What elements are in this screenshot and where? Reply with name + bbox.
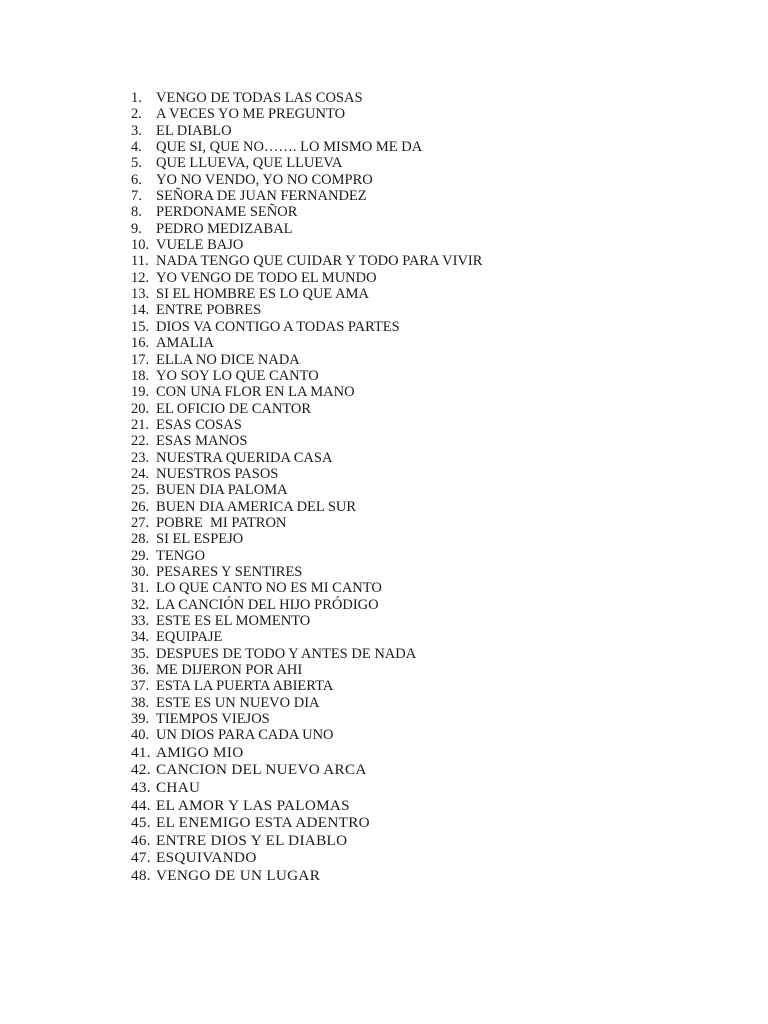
song-number: 10.	[131, 237, 150, 254]
song-number: 26.	[131, 498, 150, 515]
song-number: 30.	[131, 563, 150, 580]
song-item	[131, 286, 482, 302]
song-item	[131, 580, 482, 596]
song-number: 5.	[131, 155, 142, 172]
song-title: LA CANCIÓN DEL HIJO PRÓDIGO	[156, 596, 379, 613]
song-item	[131, 832, 482, 850]
song-number: 23.	[131, 449, 150, 466]
song-number: 48.	[131, 866, 151, 884]
song-title: NUESTROS PASOS	[156, 465, 279, 482]
song-title: YO VENGO DE TODO EL MUNDO	[156, 269, 377, 286]
song-number: 1.	[131, 90, 142, 106]
song-title: NUESTRA QUERIDA CASA	[156, 449, 333, 466]
song-item	[131, 548, 482, 564]
song-title: EL AMOR Y LAS PALOMAS	[156, 796, 350, 814]
song-title: CANCION DEL NUEVO ARCA	[156, 761, 367, 779]
song-number: 31.	[131, 580, 150, 597]
song-title: LO QUE CANTO NO ES MI CANTO	[156, 580, 382, 597]
song-title: ESAS COSAS	[156, 416, 242, 433]
song-title: CON UNA FLOR EN LA MANO	[156, 384, 355, 401]
song-number: 14.	[131, 302, 150, 319]
song-number: 18.	[131, 367, 150, 384]
song-number: 2.	[131, 106, 142, 123]
song-item	[131, 204, 482, 220]
song-title: UN DIOS PARA CADA UNO	[156, 727, 334, 744]
song-number: 42.	[131, 761, 151, 779]
song-number: 24.	[131, 465, 150, 482]
song-title: ESQUIVANDO	[156, 849, 257, 867]
song-title: ENTRE POBRES	[156, 302, 262, 319]
song-item	[131, 482, 482, 498]
song-title: NADA TENGO QUE CUIDAR Y TODO PARA VIVIR	[156, 253, 483, 270]
song-number: 17.	[131, 351, 150, 368]
song-number: 6.	[131, 171, 142, 188]
song-item	[131, 597, 482, 613]
song-number: 47.	[131, 849, 151, 867]
song-number: 33.	[131, 613, 150, 629]
song-title: ESAS MANOS	[156, 433, 248, 450]
song-title: YO SOY LO QUE CANTO	[156, 367, 319, 384]
song-item	[131, 744, 482, 762]
song-title: ELLA NO DICE NADA	[156, 351, 300, 368]
song-item	[131, 417, 482, 433]
song-item	[131, 867, 482, 885]
song-title: EL DIABLO	[156, 122, 232, 139]
song-item	[131, 531, 482, 547]
song-title: A VECES YO ME PREGUNTO	[156, 106, 346, 123]
song-number: 27.	[131, 514, 150, 531]
song-item	[131, 515, 482, 531]
song-item	[131, 335, 482, 351]
song-item	[131, 450, 482, 466]
song-item	[131, 797, 482, 815]
song-number: 13.	[131, 286, 150, 303]
song-item	[131, 90, 482, 106]
song-title: ESTA LA PUERTA ABIERTA	[156, 678, 334, 695]
song-number: 39.	[131, 711, 150, 728]
song-item	[131, 564, 482, 580]
song-title: QUE LLUEVA, QUE LLUEVA	[156, 155, 343, 172]
song-number: 35.	[131, 645, 150, 662]
song-title: PERDONAME SEÑOR	[156, 204, 298, 221]
song-number: 25.	[131, 482, 150, 499]
song-item	[131, 779, 482, 797]
song-item	[131, 401, 482, 417]
song-number: 7.	[131, 188, 142, 205]
song-title: YO NO VENDO, YO NO COMPRO	[156, 171, 373, 188]
song-number: 15.	[131, 318, 150, 335]
song-item	[131, 384, 482, 400]
song-title: VUELE BAJO	[156, 237, 244, 254]
song-number: 19.	[131, 384, 150, 401]
song-item	[131, 629, 482, 645]
song-title: SI EL HOMBRE ES LO QUE AMA	[156, 286, 369, 303]
song-item	[131, 646, 482, 662]
song-title: TENGO	[156, 547, 206, 564]
song-title: ESTE ES UN NUEVO DIA	[156, 694, 320, 711]
song-title: ME DIJERON POR AHI	[156, 662, 303, 679]
song-number: 28.	[131, 531, 150, 548]
song-item	[131, 368, 482, 384]
song-number: 4.	[131, 139, 142, 156]
song-number: 43.	[131, 778, 151, 796]
song-item	[131, 727, 482, 743]
song-number: 46.	[131, 831, 151, 849]
song-title: BUEN DIA AMERICA DEL SUR	[156, 498, 357, 515]
song-title: DIOS VA CONTIGO A TODAS PARTES	[156, 318, 400, 335]
song-title: EL OFICIO DE CANTOR	[156, 400, 312, 417]
song-list	[131, 90, 482, 885]
song-item	[131, 319, 482, 335]
song-item	[131, 711, 482, 727]
song-title: ENTRE DIOS Y EL DIABLO	[156, 831, 348, 849]
song-title: VENGO DE TODAS LAS COSAS	[156, 90, 363, 106]
song-number: 20.	[131, 400, 150, 417]
song-item	[131, 761, 482, 779]
song-title: SEÑORA DE JUAN FERNANDEZ	[156, 188, 367, 205]
song-title: SI EL ESPEJO	[156, 531, 244, 548]
song-item	[131, 499, 482, 515]
song-item	[131, 814, 482, 832]
song-number: 40.	[131, 727, 150, 744]
song-item	[131, 188, 482, 204]
song-title: TIEMPOS VIEJOS	[156, 711, 270, 728]
song-title: ESTE ES EL MOMENTO	[156, 613, 311, 629]
song-number: 22.	[131, 433, 150, 450]
song-number: 12.	[131, 269, 150, 286]
song-item	[131, 302, 482, 318]
song-item	[131, 155, 482, 171]
song-item	[131, 849, 482, 867]
song-item	[131, 253, 482, 269]
song-item	[131, 352, 482, 368]
song-item	[131, 678, 482, 694]
song-number: 34.	[131, 629, 150, 646]
song-title: DESPUES DE TODO Y ANTES DE NADA	[156, 645, 417, 662]
song-item	[131, 695, 482, 711]
song-title: PESARES Y SENTIRES	[156, 563, 303, 580]
song-item	[131, 106, 482, 122]
song-number: 29.	[131, 547, 150, 564]
song-item	[131, 466, 482, 482]
song-number: 21.	[131, 416, 150, 433]
song-number: 41.	[131, 743, 151, 761]
song-title: VENGO DE UN LUGAR	[156, 866, 321, 884]
song-title: POBRE MI PATRON	[156, 514, 287, 531]
song-number: 37.	[131, 678, 150, 695]
song-item	[131, 662, 482, 678]
song-number: 9.	[131, 220, 142, 237]
song-number: 45.	[131, 814, 151, 832]
song-title: AMIGO MIO	[156, 743, 244, 761]
song-number: 36.	[131, 662, 150, 679]
song-number: 8.	[131, 204, 142, 221]
song-title: EL ENEMIGO ESTA ADENTRO	[156, 814, 370, 832]
song-item	[131, 613, 482, 629]
song-title: BUEN DIA PALOMA	[156, 482, 288, 499]
song-item	[131, 433, 482, 449]
song-item	[131, 172, 482, 188]
song-number: 38.	[131, 694, 150, 711]
song-title: QUE SI, QUE NO……. LO MISMO ME DA	[156, 139, 423, 156]
song-item	[131, 237, 482, 253]
song-item	[131, 139, 482, 155]
song-title: CHAU	[156, 778, 201, 796]
song-number: 44.	[131, 796, 151, 814]
song-title: AMALIA	[156, 335, 214, 352]
song-title: PEDRO MEDIZABAL	[156, 220, 293, 237]
song-number: 11.	[131, 253, 149, 270]
song-title: EQUIPAJE	[156, 629, 223, 646]
song-number: 3.	[131, 122, 142, 139]
song-item	[131, 123, 482, 139]
song-item	[131, 270, 482, 286]
song-number: 16.	[131, 335, 150, 352]
song-number: 32.	[131, 596, 150, 613]
song-item	[131, 221, 482, 237]
